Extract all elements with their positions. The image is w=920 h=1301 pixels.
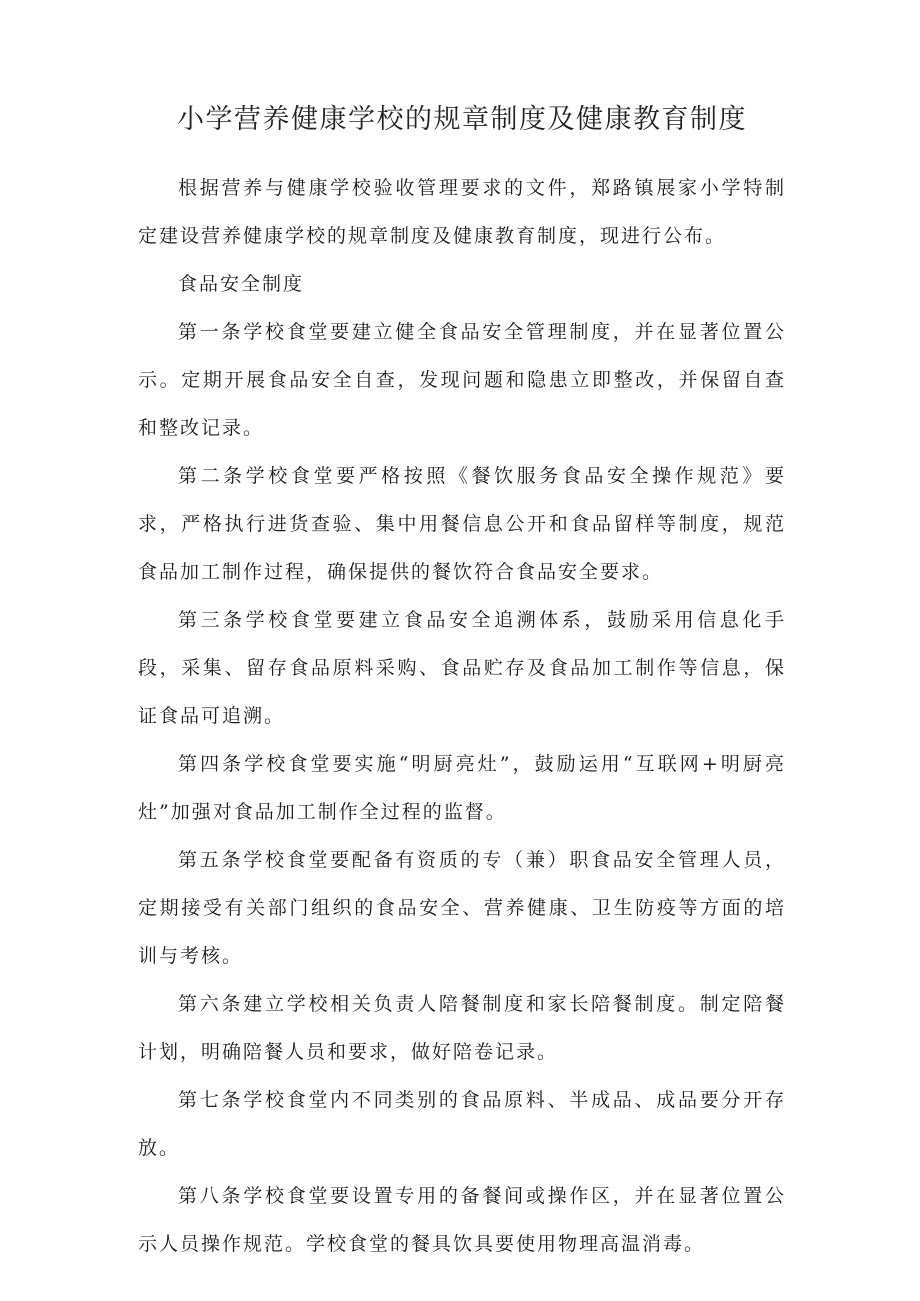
section-heading: 食品安全制度 — [178, 273, 305, 295]
article-7: 第七条学校食堂内不同类别的食品原料、半成品、成品要分开存放。 — [138, 1089, 786, 1159]
intro-paragraph: 根据营养与健康学校验收管理要求的文件，郑路镇展家小学特制定建设营养健康学校的规章制度及健康教育制度，现进行公布。 — [138, 177, 786, 247]
article-6: 第六条建立学校相关负责人陪餐制度和家长陪餐制度。制定陪餐计划，明确陪餐人员和要求，做好陪卷记录。 — [138, 993, 786, 1063]
article-3: 第三条学校食堂要建立食品安全追溯体系，鼓励采用信息化手段，采集、留存食品原料采购、食品贮存及食品加工制作等信息，保证食品可追溯。 — [138, 609, 786, 727]
article-8: 第八条学校食堂要设置专用的备餐间或操作区，并在显著位置公示人员操作规范。学校食堂的餐具饮具要使用物理高温消毒。 — [138, 1185, 786, 1255]
article-2: 第二条学校食堂要严格按照《餐饮服务食品安全操作规范》要求，严格执行进货查验、集中用餐信息公开和食品留样等制度，规范食品加工制作过程，确保提供的餐饮符合食品安全要求。 — [138, 465, 786, 583]
article-5: 第五条学校食堂要配备有资质的专（兼）职食品安全管理人员，定期接受有关部门组织的食品安全、营养健康、卫生防疫等方面的培训与考核。 — [138, 849, 786, 967]
document-title: 小学营养健康学校的规章制度及健康教育制度 — [177, 104, 747, 135]
article-1: 第一条学校食堂要建立健全食品安全管理制度，并在显著位置公示。定期开展食品安全自查，发现问题和隐患立即整改，并保留自查和整改记录。 — [138, 321, 786, 439]
document-page — [138, 92, 786, 1268]
article-4: 第四条学校食堂要实施“明厨亮灶”，鼓励运用“互联网+明厨亮灶”加强对食品加工制作全过程的监督。 — [138, 753, 786, 823]
